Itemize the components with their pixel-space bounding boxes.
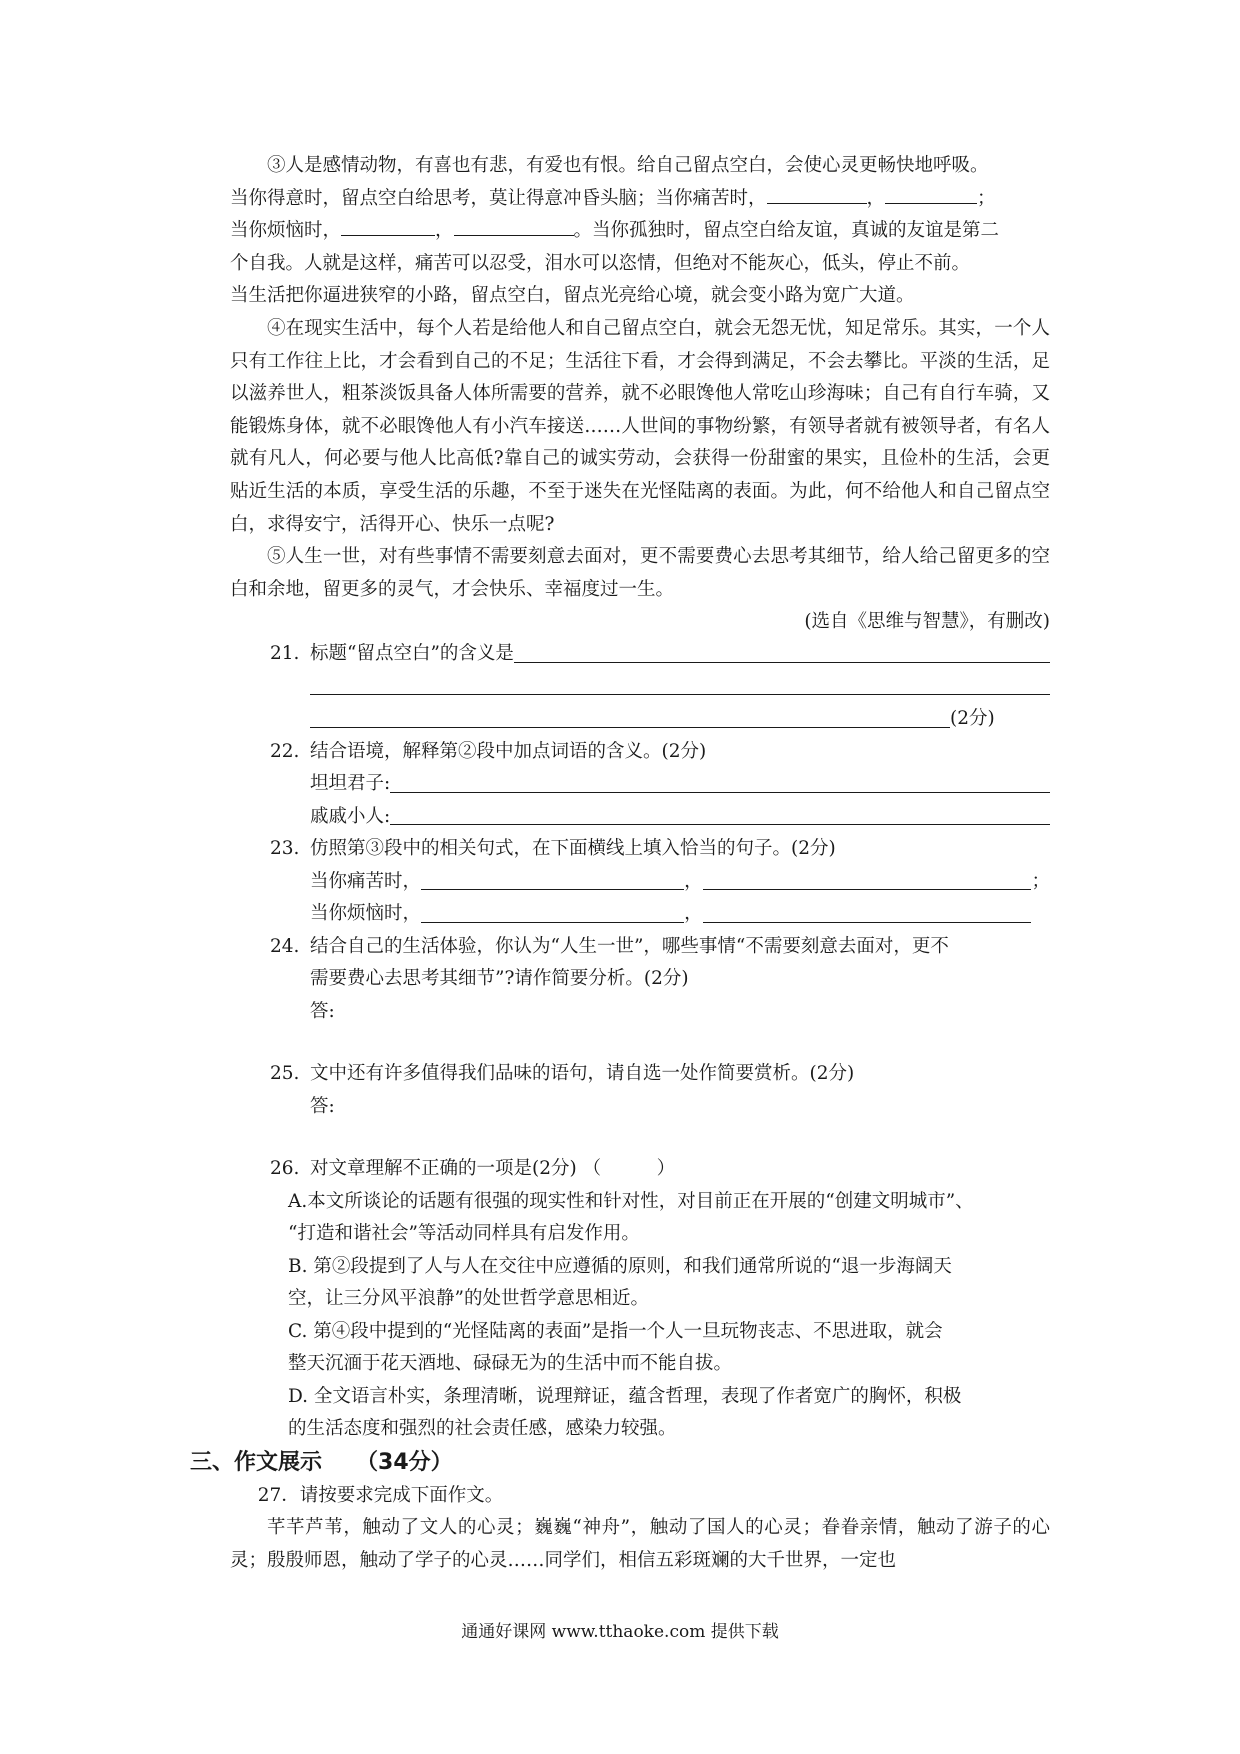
answer-line[interactable]: [390, 772, 1050, 793]
question-22: [230, 736, 1050, 834]
p3-line5: 当生活把你逼进狭窄的小路，留点空白，留点光亮给心境，就会变小路为宽广大道。: [230, 285, 915, 307]
p3-line3: [230, 215, 1050, 248]
p3-line1: ③人是感情动物，有喜也有悲，有爱也有恨。给自己留点空白，会使心灵更畅快地呼吸。: [267, 155, 989, 176]
page-footer: 通通好课网 www.tthaoke.com 提供下载: [461, 1622, 779, 1642]
source-note: (选自《思维与智慧》，有删改): [804, 611, 1050, 633]
punct: ，: [684, 870, 703, 892]
answer-row: [310, 801, 1050, 834]
prompt-label: 当你烦恼时，: [310, 903, 422, 925]
p3-line2: [230, 183, 1050, 216]
question-25: [230, 1058, 1050, 1153]
question-text: 结合语境，解释第②段中加点词语的含义。(2分): [310, 740, 707, 762]
punct: ；: [977, 187, 996, 209]
question-number: 25.: [270, 1063, 300, 1085]
p3-line2-text: 当你得意时，留点空白给思考，莫让得意冲昏头脑；当你痛苦时，: [230, 187, 767, 209]
answer-line[interactable]: [310, 674, 1050, 695]
answer-row: [310, 671, 1050, 704]
answer-row: [310, 703, 1050, 736]
paragraph-4: ④在现实生活中，每个人若是给他人和自己留点空白，就会无怨无忧，知足常乐。其实，一个人只有工作往上比，才会看到自己的不足；生活往下看，才会得到满足，不会去攀比。平淡的生活，足以滋养世人，粗茶淡饭具备人体所需要的营养，就不必眼馋他人常吃山珍海味；自己有自行车骑，又能锻炼身体，就不必眼馋他人有小汽车接送……人世间的事物纷繁，有领导者就有被领导者，有名人就有凡人，何必要与他人比高低?靠自己的诚实劳动，会获得一份甜蜜的果实，且俭朴的生活，会更贴近生活的本质，享受生活的乐趣，不至于迷失在光怪陆离的表面。为此，何不给他人和自己留点空白，求得安宁，活得开心、快乐一点呢?: [230, 317, 1050, 535]
score-label: (2分): [950, 708, 995, 730]
answer-line[interactable]: [310, 707, 950, 728]
answer-label[interactable]: 答:: [310, 1095, 335, 1117]
question-27: 27．请按要求完成下面作文。: [257, 1484, 504, 1506]
answer-line[interactable]: [703, 902, 1032, 923]
p3-line3-text: 当你烦恼时，: [230, 220, 342, 242]
blank-field[interactable]: [885, 183, 977, 204]
choice-text: B. 第②段提到了人与人在交往中应遵循的原则，和我们通常所说的“退一步海阔天: [288, 1255, 952, 1277]
punct: ，: [866, 187, 886, 209]
question-23: [230, 833, 1050, 931]
prompt-label: 当你痛苦时，: [310, 870, 422, 892]
choice-text: A.本文所谈论的话题有很强的现实性和针对性，对目前正在开展的“创建文明城市”、: [288, 1190, 974, 1212]
answer-label[interactable]: 答:: [310, 1000, 335, 1022]
choice-text: 空，让三分风平浪静”的处世哲学意思相近。: [288, 1288, 649, 1310]
choice-c[interactable]: [288, 1316, 1050, 1381]
choice-text: “打造和谐社会”等活动同样具有启发作用。: [288, 1223, 640, 1245]
paragraph-3: [230, 150, 1050, 313]
question-number: 22.: [270, 740, 300, 762]
term-label: 戚戚小人:: [310, 805, 391, 827]
p3-line3-rest: 。当你孤独时，留点空白给友谊，真诚的友谊是第二: [573, 220, 1000, 242]
question-number: 26.: [270, 1158, 300, 1180]
question-26: [230, 1153, 1050, 1446]
choice-text: D. 全文语言朴实，条理清晰，说理辩证，蕴含哲理，表现了作者宽广的胸怀，积极: [288, 1385, 962, 1407]
section-score: （34分）: [356, 1449, 453, 1475]
question-number: 21.: [270, 643, 300, 665]
question-21: [230, 638, 1050, 736]
answer-line[interactable]: [514, 642, 1050, 663]
answer-row: [310, 768, 1050, 801]
answer-line[interactable]: [703, 869, 1032, 890]
answer-row: [310, 866, 1050, 899]
punct: ，: [684, 903, 703, 925]
question-text: 结合自己的生活体验，你认为“人生一世”，哪些事情“不需要刻意去面对，更不: [310, 935, 949, 957]
section-3: [190, 1446, 1050, 1480]
blank-field[interactable]: [454, 215, 574, 236]
punct: ，: [435, 220, 454, 242]
question-text: 对文章理解不正确的一项是(2分) （ ）: [310, 1158, 676, 1180]
answer-line[interactable]: [421, 869, 684, 890]
choice-text: C. 第④段中提到的“光怪陆离的表面”是指一个人一旦玩物丧志、不思进取，就会: [288, 1320, 943, 1342]
question-text: 文中还有许多值得我们品味的语句，请自选一处作简要赏析。(2分): [310, 1063, 855, 1085]
choice-text: 整天沉湎于花天酒地、碌碌无为的生活中而不能自拔。: [288, 1353, 733, 1375]
choice-a[interactable]: [288, 1186, 1050, 1251]
choice-d[interactable]: [288, 1381, 1050, 1446]
essay-prompt: 芊芊芦苇，触动了文人的心灵；巍巍“神舟”，触动了国人的心灵；眷眷亲情，触动了游子的心灵；殷殷师恩，触动了学子的心灵……同学们，相信五彩斑斓的大千世界，一定也: [230, 1517, 1050, 1571]
section-title-text: 三、作文展示: [190, 1449, 323, 1475]
paragraph-5: ⑤人生一世，对有些事情不需要刻意去面对，更不需要费心去思考其细节，给人给己留更多的空白和余地，留更多的灵气，才会快乐、幸福度过一生。: [230, 546, 1050, 600]
question-number: 24.: [270, 935, 300, 957]
answer-line[interactable]: [421, 902, 684, 923]
section-title: [190, 1446, 1050, 1480]
exam-page: [190, 150, 1050, 1578]
choice-text: 的生活态度和强烈的社会责任感，感染力较强。: [288, 1418, 677, 1440]
term-label: 坦坦君子:: [310, 773, 391, 795]
question-text-cont: 需要费心去思考其细节”?请作简要分析。(2分): [310, 968, 689, 990]
question-24: [230, 931, 1050, 1059]
p3-line4: 个自我。人就是这样，痛苦可以忍受，泪水可以恣情，但绝对不能灰心，低头，停止不前。: [230, 252, 971, 274]
question-number: 23.: [270, 838, 300, 860]
question-text: 仿照第③段中的相关句式，在下面横线上填入恰当的句子。(2分): [310, 838, 836, 860]
question-text: 标题“留点空白”的含义是: [310, 643, 514, 665]
choice-b[interactable]: [288, 1251, 1050, 1316]
answer-row: [310, 898, 1050, 931]
punct: ；: [1031, 870, 1050, 892]
answer-line[interactable]: [390, 804, 1050, 825]
blank-field[interactable]: [767, 183, 867, 204]
blank-field[interactable]: [341, 215, 435, 236]
